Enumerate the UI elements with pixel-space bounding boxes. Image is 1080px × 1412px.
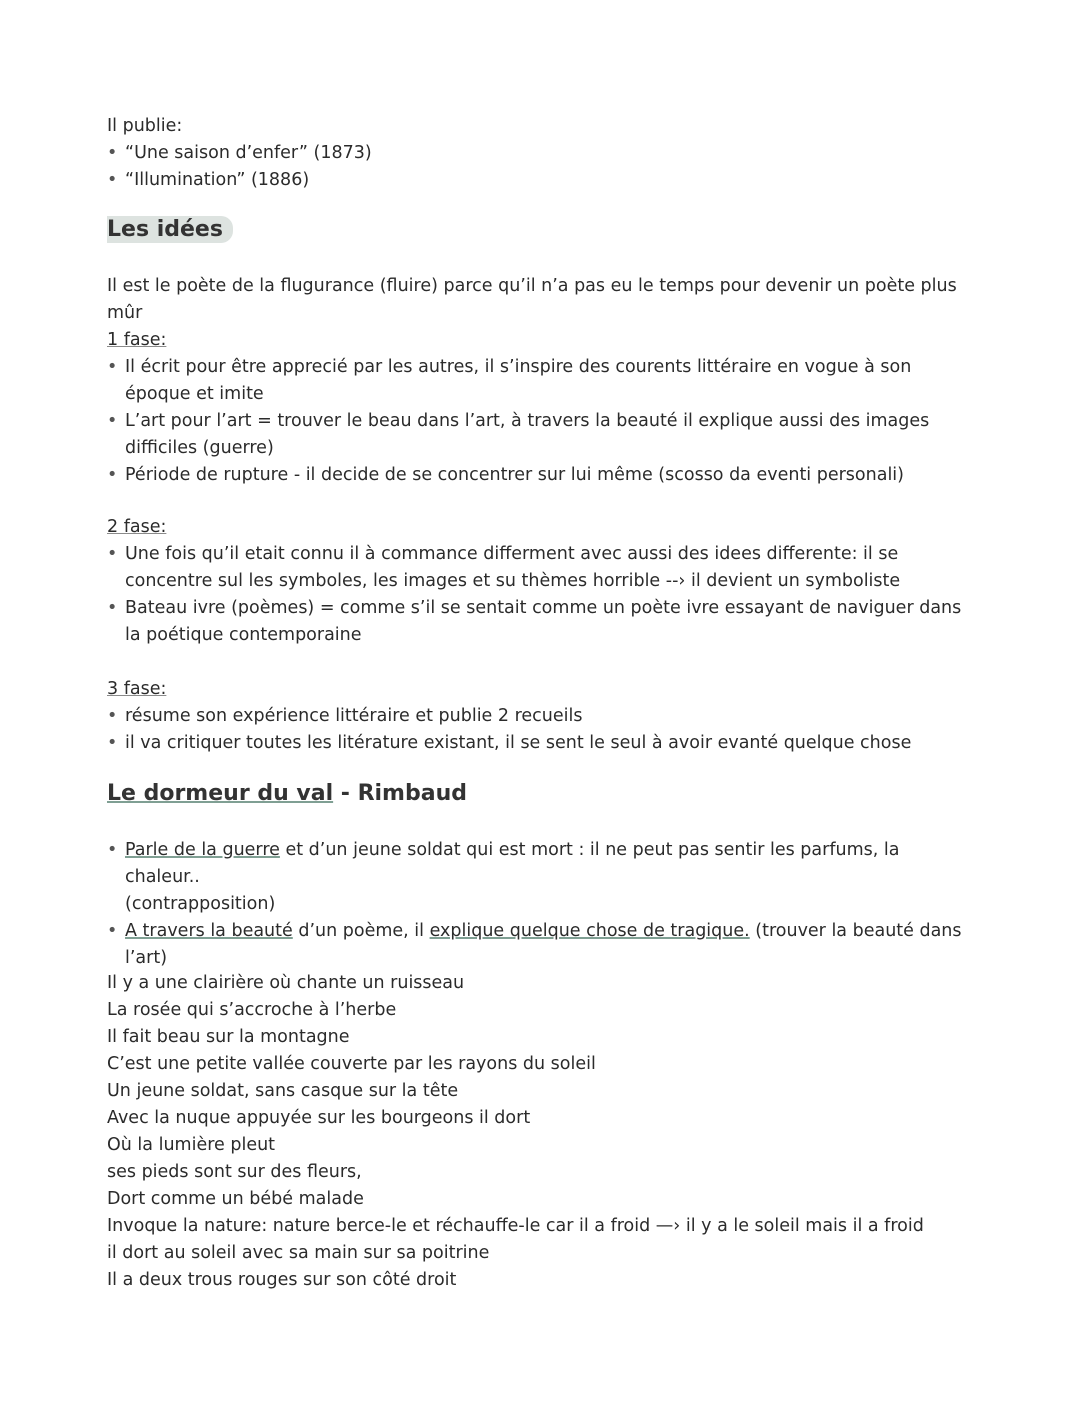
- publications-block: [107, 113, 987, 194]
- heading-dormeur-title: Le dormeur du val: [107, 781, 334, 806]
- phase-3-list: [107, 703, 987, 757]
- poem-line: Avec la nuque appuyée sur les bourgeons il dort: [107, 1108, 531, 1128]
- note-text: (trouver la beauté dans: [749, 921, 962, 941]
- poem-line: Il a deux trous rouges sur son côté droit: [107, 1270, 457, 1290]
- publication-item: • “Illumination” (1886): [107, 167, 987, 194]
- phase-2: [107, 514, 967, 649]
- ideas-intro-line: Il est le poète de la flugurance (fluire) parce qu’il n’a pas eu le temps pour devenir un poète plus: [107, 276, 957, 296]
- poem-line: Il y a une clairière où chante un ruisseau: [107, 973, 465, 993]
- phase-3-item: • résume son expérience littéraire et publie 2 recueils: [107, 703, 987, 730]
- dormeur-notes-list: [107, 837, 977, 972]
- phase-1-title: 1 fase:: [107, 330, 167, 350]
- phase-3-title: 3 fase:: [107, 679, 167, 699]
- phase-2-title: 2 fase:: [107, 517, 167, 537]
- poem-line: Dort comme un bébé malade: [107, 1189, 364, 1209]
- phase-2-item: • Bateau ivre (poèmes) = comme s’il se sentait comme un poète ivre essayant de naviguer dans la poétique contemporaine: [107, 595, 967, 649]
- poem-line: Invoque la nature: nature berce-le et réchauffe-le car il a froid —› il y a le soleil mais il a froid: [107, 1216, 924, 1236]
- phase-1-item: • L’art pour l’art = trouver le beau dans l’art, à travers la beauté il explique aussi des images difficiles (guerre): [107, 408, 957, 462]
- phase-3-item: • il va critiquer toutes les litérature existant, il se sent le seul à avoir evanté quelque chose: [107, 730, 987, 757]
- poem-line: Un jeune soldat, sans casque sur la tête: [107, 1081, 459, 1101]
- publications-list: [107, 140, 987, 194]
- ideas-intro-line: mûr: [107, 303, 143, 323]
- heading-ideas-text: Les idées: [107, 216, 233, 243]
- phase-1-list: [107, 354, 957, 489]
- heading-dormeur: [107, 780, 467, 807]
- ideas-intro: [107, 273, 987, 327]
- poem-line: La rosée qui s’accroche à l’herbe: [107, 1000, 397, 1020]
- note-highlight: A travers la beauté: [125, 921, 293, 941]
- phase-1: [107, 327, 957, 489]
- dormeur-note-item: [107, 837, 977, 918]
- note-highlight: Parle de la guerre: [125, 840, 280, 860]
- heading-ideas: [107, 216, 233, 243]
- dormeur-notes: [107, 837, 977, 972]
- note-text: et d’un jeune soldat qui est mort : il ne peut pas sentir les parfums, la chaleur..: [125, 840, 900, 887]
- phase-2-list: [107, 541, 967, 649]
- poem-line: Où la lumière pleut: [107, 1135, 276, 1155]
- poem-line: il dort au soleil avec sa main sur sa poitrine: [107, 1243, 490, 1263]
- note-highlight: explique quelque chose de tragique.: [429, 921, 750, 941]
- publication-item: • “Une saison d’enfer” (1873): [107, 140, 987, 167]
- phase-1-item: • Il écrit pour être apprecié par les autres, il s’inspire des courents littéraire en vogue à son époque et imite: [107, 354, 957, 408]
- poem-line: ses pieds sont sur des fleurs,: [107, 1162, 362, 1182]
- phase-3: [107, 676, 987, 757]
- poem-line: C’est une petite vallée couverte par les rayons du soleil: [107, 1054, 596, 1074]
- heading-dormeur-author: - Rimbaud: [333, 781, 467, 806]
- note-text: (contrapposition): [125, 894, 276, 914]
- note-text: d’un poème, il: [292, 921, 430, 941]
- poem-lines: [107, 970, 987, 1294]
- note-text: l’art): [125, 948, 168, 968]
- poem-line: Il fait beau sur la montagne: [107, 1027, 350, 1047]
- phase-2-item: • Une fois qu’il etait connu il à commance differment avec aussi des idees differente: il se concentre sul les symboles, les images et su thèmes horrible --› il devient un symboliste: [107, 541, 967, 595]
- dormeur-note-item: [107, 918, 977, 972]
- phase-1-item: • Période de rupture - il decide de se concentrer sur lui même (scosso da eventi personali): [107, 462, 957, 489]
- publications-label: Il publie:: [107, 116, 183, 136]
